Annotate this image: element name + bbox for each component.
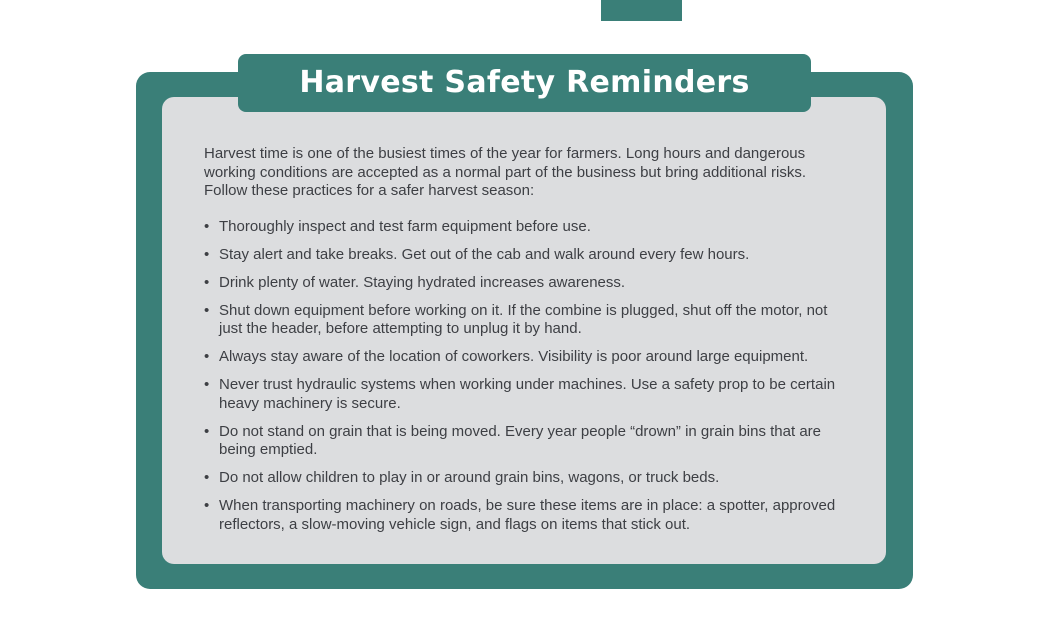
reminders-list <box>204 218 852 535</box>
bullet-icon: • <box>204 469 210 486</box>
list-item-text: Do not allow children to play in or around grain bins, wagons, or truck beds. <box>219 469 720 486</box>
list-item-text: Stay alert and take breaks. Get out of the cab and walk around every few hours. <box>219 245 750 263</box>
bullet-icon: • <box>204 217 210 235</box>
list-item <box>204 469 852 488</box>
list-item <box>204 348 852 367</box>
list-item <box>204 497 852 534</box>
list-item <box>204 376 852 413</box>
bullet-icon: • <box>204 301 210 319</box>
list-item <box>204 218 852 237</box>
list-item <box>204 246 852 265</box>
list-item-text: Thoroughly inspect and test farm equipment before use. <box>219 217 591 235</box>
list-item-text: Never trust hydraulic systems when working under machines. Use a safety prop to be certain heavy machinery is secure. <box>219 376 836 412</box>
bullet-icon: • <box>204 348 210 365</box>
list-item-text: Always stay aware of the location of coworkers. Visibility is poor around large equipment. <box>219 348 809 365</box>
list-item-text: Do not stand on grain that is being moved. Every year people “drown” in grain bins that are being emptied. <box>219 422 822 458</box>
bullet-icon: • <box>204 497 210 514</box>
bullet-icon: • <box>204 273 210 291</box>
list-item-text: When transporting machinery on roads, be sure these items are in place: a spotter, approved reflectors, a slow-moving vehicle sign, and flags on items that stick out. <box>219 497 836 533</box>
list-item <box>204 274 852 293</box>
bullet-icon: • <box>204 376 210 393</box>
bullet-icon: • <box>204 245 210 263</box>
intro-paragraph: Harvest time is one of the busiest times of the year for farmers. Long hours and dangerous working conditions are accepted as a normal part of the business but bring additional risks. Follow these practices for a safer harvest season: <box>204 145 806 199</box>
title-banner <box>238 54 811 112</box>
bullet-icon: • <box>204 422 210 440</box>
list-item-text: Drink plenty of water. Staying hydrated increases awareness. <box>219 273 626 291</box>
page-title: Harvest Safety Reminders <box>299 64 750 100</box>
list-item-text: Shut down equipment before working on it. If the combine is plugged, shut off the motor, not just the header, before attempting to unplug it by hand. <box>219 301 828 337</box>
list-item <box>204 302 852 339</box>
top-decorative-tab <box>601 0 682 21</box>
list-item <box>204 423 852 460</box>
content-body <box>204 145 852 544</box>
